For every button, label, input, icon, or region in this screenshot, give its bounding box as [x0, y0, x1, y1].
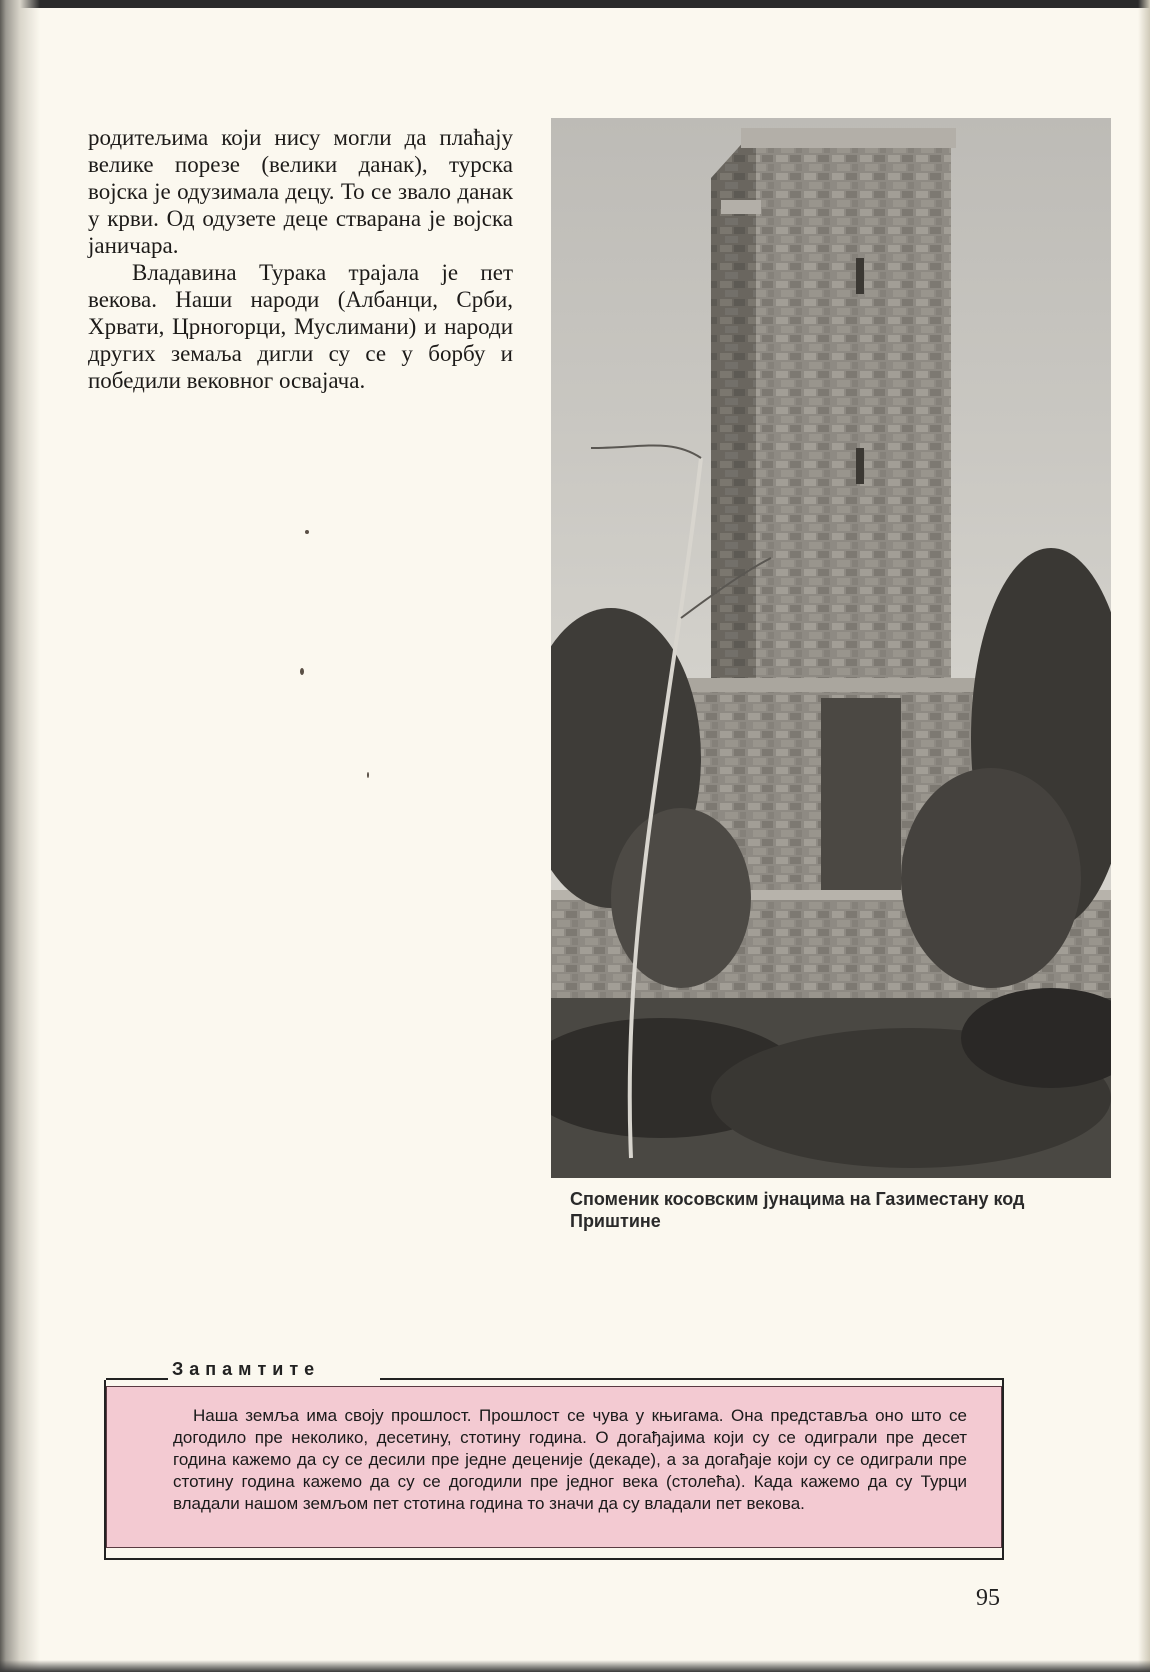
print-speck — [367, 772, 369, 778]
page-number: 95 — [976, 1585, 1000, 1611]
print-speck — [300, 668, 304, 675]
book-gutter-shadow — [0, 0, 40, 1672]
scan-right-edge — [1138, 0, 1150, 1672]
gazimestan-tower-illustration — [551, 118, 1111, 1178]
scan-top-edge — [0, 0, 1150, 8]
remember-text: Наша земља има своју прошлост. Прошлост се чува у књигама. Она представља оно што се догодило пре неколико, десетину, стотину година. О догађајима који су се одиграли пре десет година кажемо да су се десили пре једне деценије (декаде), а за догађаје који су се одиграли пре стотину година кажемо да су се догодили пре једног века (столећа). Када кажемо да су Турци владали нашом земљом пет стотина година то значи да су владали пет векова. — [106, 1386, 1002, 1548]
remember-title: Запамтите — [172, 1359, 321, 1379]
body-paragraph-1: родитељима који нису могли да плаћају велике порезе (велики данак), турска војска је одузимала децу. То се звало данак у крви. Од одузете деце стварана је војска јаничара. — [88, 125, 513, 258]
print-speck — [305, 530, 309, 534]
scan-bottom-edge — [0, 1660, 1150, 1672]
photo-caption: Споменик косовским јунацима на Газиместану код Приштине — [570, 1189, 1025, 1231]
body-text — [88, 124, 513, 394]
monument-photo — [551, 118, 1111, 1178]
body-paragraph-2: Владавина Турака трајала је пет векова. Наши народи (Албанци, Срби, Хрвати, Црногорци, Муслимани) и народи других земаља дигли су се у борбу и победили вековног освајача. — [88, 260, 513, 393]
